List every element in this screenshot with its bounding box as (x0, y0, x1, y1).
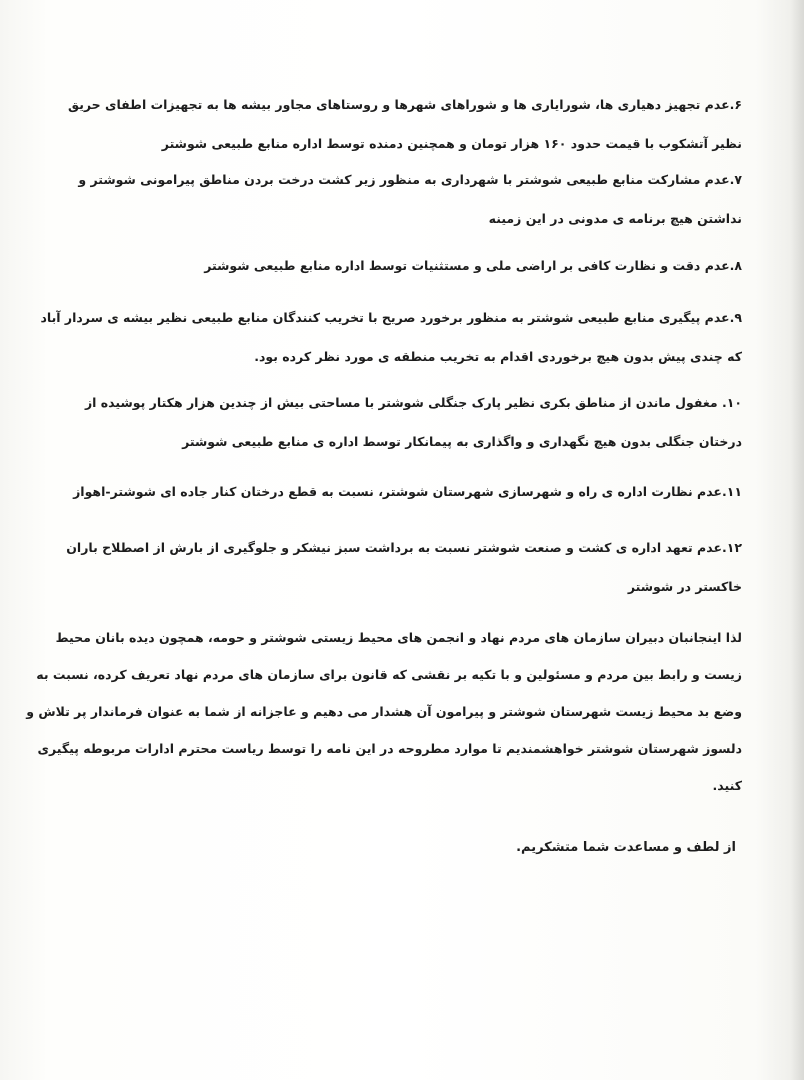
closing-line-4: دلسوز شهرستان شوشتر خواهشمندیم تا موارد مطروحه در این نامه را توسط ریاست محترم ادارات مربوطه پیگیری (37, 741, 742, 756)
item-10-line-1: ۱۰. مغفول ماندن از مناطق بکری نظیر پارک جنگلی شوشتر با مساحتی بیش از چندین هزار هکتار پوشیده از (84, 395, 742, 410)
item-6-line-1: ۶.عدم تجهیز دهیاری ها، شورایاری ها و شوراهای شهرها و روستاهای مجاور بیشه ها به تجهیزات اطفای حریق (67, 97, 742, 112)
closing-line-5: کنید. (712, 778, 742, 793)
list-item-10 (84, 395, 742, 449)
item-7-line-2: نداشتن هیچ برنامه ی مدونی در این زمینه (488, 211, 742, 226)
closing-line-1: لذا اینجانبان دبیران سازمان های مردم نهاد و انجمن های محیط زیستی شوشتر و حومه، همچون دیده بانان محیط (55, 630, 742, 645)
closing-paragraph (26, 630, 742, 793)
item-12-line-1: ۱۲.عدم تعهد اداره ی کشت و صنعت شوشتر نسبت به برداشت سبز نیشکر و جلوگیری از بارش از اصطلاح باران (66, 540, 742, 555)
list-item-7 (78, 172, 742, 226)
item-10-line-2: درختان جنگلی بدون هیچ نگهداری و واگذاری به پیمانکار توسط اداره ی منابع طبیعی شوشتر (182, 434, 742, 449)
item-6-line-2: نظیر آتشکوب با قیمت حدود ۱۶۰ هزار تومان و همچنین دمنده توسط اداره منابع طبیعی شوشتر (161, 136, 742, 151)
list-item-6 (67, 97, 742, 151)
item-7-line-1: ۷.عدم مشارکت منابع طبیعی شوشتر با شهرداری به منظور زیر کشت درخت بردن مناطق پیرامونی شوشتر و (78, 172, 742, 187)
list-item-12 (66, 540, 742, 594)
item-12-line-2: خاکستر در شوشتر (627, 579, 742, 594)
item-8-line-1: ۸.عدم دقت و نظارت کافی بر اراضی ملی و مستثنیات توسط اداره منابع طبیعی شوشتر (204, 258, 742, 273)
item-11-line-1: ۱۱.عدم نظارت اداره ی راه و شهرسازی شهرستان شوشتر، نسبت به قطع درختان کنار جاده ای شوشتر-اهواز (73, 484, 742, 499)
item-9-line-2: که چندی پیش بدون هیچ برخوردی اقدام به تخریب منطقه ی مورد نظر کرده بود. (254, 349, 742, 364)
list-item-9 (40, 310, 742, 364)
item-9-line-1: ۹.عدم پیگیری منابع طبیعی شوشتر به منظور برخورد صریح با تخریب کنندگان منابع طبیعی نظیر بیشه ی سردار آباد (40, 310, 742, 325)
closing-line-3: وضع بد محیط زیست شهرستان شوشتر و پیرامون آن هشدار می دهیم و عاجزانه از شما به عنوان فرماندار پر تلاش و (26, 704, 742, 719)
list-item-8 (112, 258, 742, 273)
closing-line-2: زیست و رابط بین مردم و مسئولین و با تکیه بر نقشی که قانون برای سازمان های مردم نهاد تعریف کرده، نسبت به (36, 667, 742, 682)
list-item-11 (73, 484, 742, 499)
thanks-line: از لطف و مساعدت شما متشکریم. (516, 840, 736, 855)
page-edge-shadow (790, 0, 804, 1080)
